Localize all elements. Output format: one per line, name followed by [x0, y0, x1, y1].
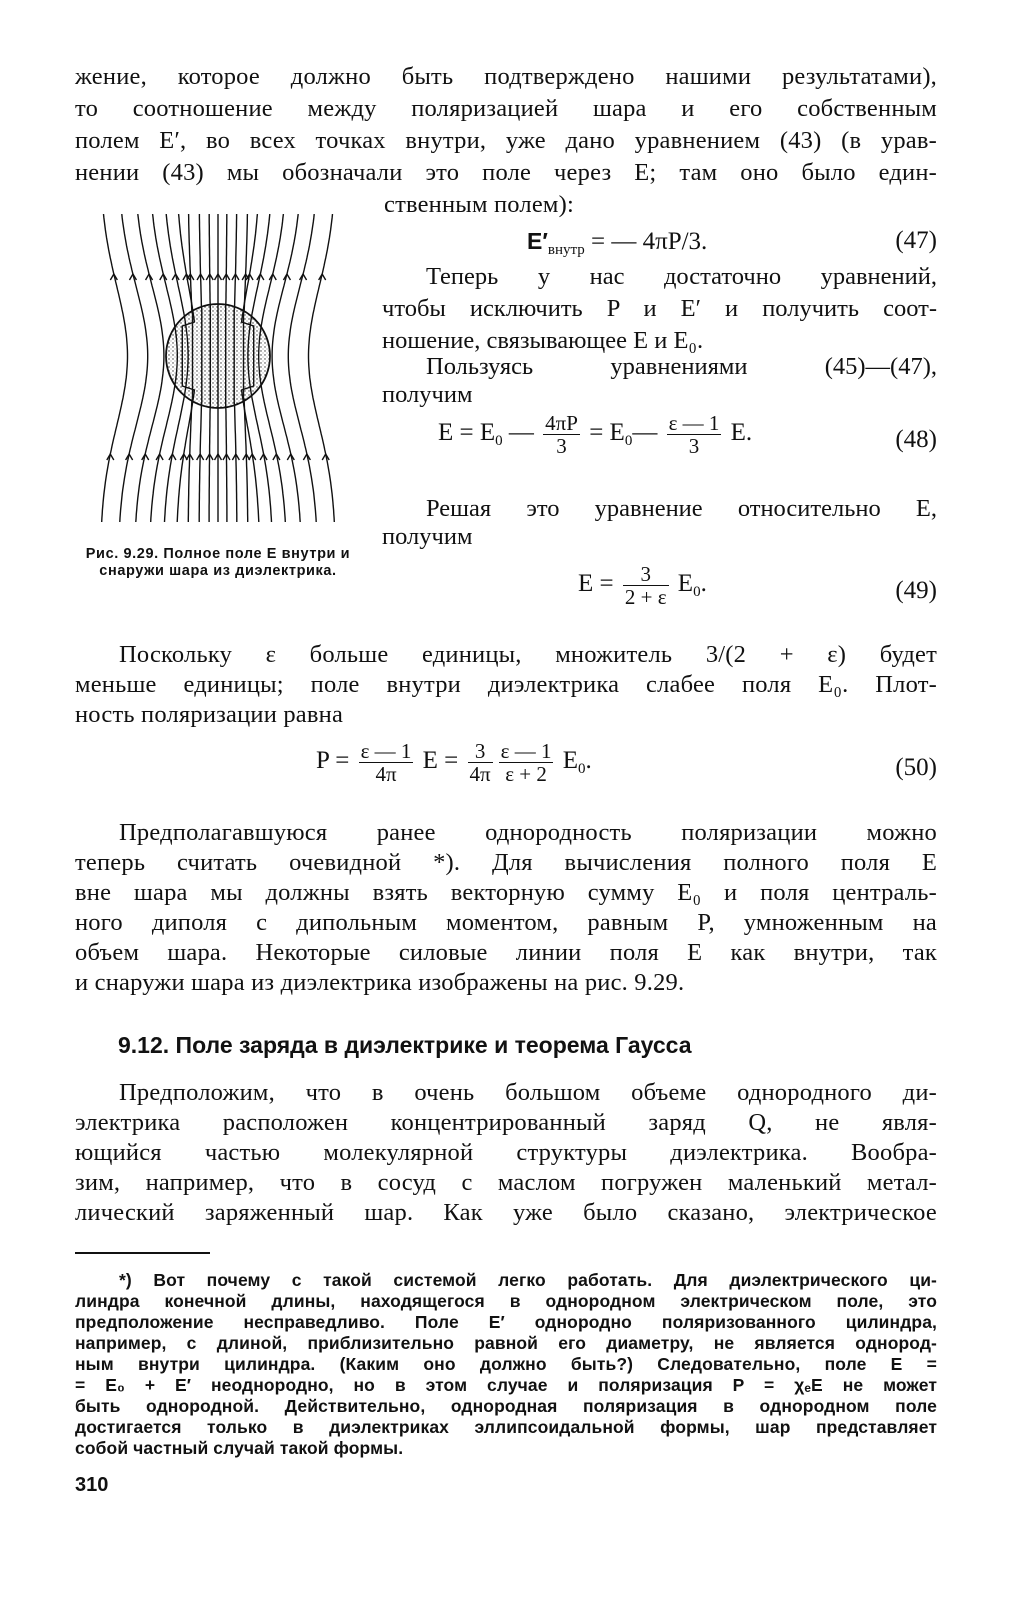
equation-number: (50) [895, 754, 937, 781]
eq48-sub: 0 [624, 433, 633, 450]
equation-number: (47) [895, 227, 937, 254]
footnote-line: = E₀ + E′ неоднородно, но в этом случае и поляризация P = χₑE не может [75, 1375, 937, 1395]
text-line: зим, например, что в сосуд с маслом погружен маленький метал- [75, 1169, 937, 1196]
text-line: меньше единицы; поле внутри диэлектрика слабее поля E₀. Плот- [75, 671, 937, 698]
text-line: ственным полем): [384, 191, 575, 218]
text-line: Предполагавшуюся ранее однородность поляризации можно [119, 819, 937, 846]
eq50-part: . [585, 747, 592, 775]
field-lines-figure [88, 214, 368, 524]
numerator: ε — 1 [500, 739, 552, 763]
eq48-part: = E [582, 419, 625, 447]
equation-number: (49) [895, 577, 937, 604]
equation-50 [316, 740, 592, 785]
footnote-line: ным внутри цилиндра. (Каким оно должно быть?) Следовательно, поле E = [75, 1354, 937, 1374]
footnote-line: линдра конечной длины, находящегося в однородном электрическом поле, это [75, 1291, 937, 1311]
denominator: 2 + ε [624, 585, 667, 609]
text-line: жение, которое должно быть подтверждено нашими результатами), [75, 63, 937, 90]
eq49-part: . [700, 570, 707, 598]
numerator: ε — 1 [360, 739, 412, 763]
eq50-part: E = [416, 747, 465, 775]
text-line: электрика расположен концентрированный заряд Q, не явля- [75, 1109, 937, 1136]
text-line: объем шара. Некоторые силовые линии поля E как внутри, так [75, 939, 937, 966]
eq50-part: E [556, 747, 578, 775]
equation-47 [527, 226, 707, 265]
text-line: лический заряженный шар. Как уже было сказано, электрическое [75, 1199, 937, 1226]
numerator: 3 [623, 563, 669, 586]
section-heading: 9.12. Поле заряда в диэлектрике и теорема Гаусса [118, 1032, 692, 1058]
fraction [623, 563, 669, 608]
numerator: 4πP [545, 411, 578, 435]
footnote-line: *) Вот почему с такой системой легко работать. Для диэлектрического ци- [119, 1270, 937, 1290]
eq48-part: E. [724, 419, 753, 447]
eq47-rhs: = — 4πP/3. [590, 228, 708, 255]
text-line: получим [382, 523, 473, 550]
arrow-head [283, 274, 290, 280]
eq48-sub: 0 [495, 433, 503, 450]
eq50-part: P = [316, 747, 356, 775]
eq49-part: E [671, 570, 694, 598]
text-line: и снаружи шара из диэлектрика изображены на рис. 9.29. [75, 969, 685, 996]
numerator: ε — 1 [668, 411, 720, 435]
text-line: Предположим, что в очень большом объеме однородного ди- [119, 1079, 937, 1106]
eq48-part: — [502, 419, 541, 447]
figure-caption: Рис. 9.29. Полное поле E внутри и снаружи шара из диэлектрика. [85, 546, 351, 579]
text-line: ющийся частью молекулярной структуры диэлектрика. Вообра- [75, 1139, 937, 1166]
text-line: ность поляризации равна [75, 701, 344, 728]
footnote-line: собой частный случай такой формы. [75, 1438, 404, 1458]
text-line: вне шара мы должны взять векторную сумму E₀ и поля централь- [75, 879, 937, 906]
equation-49 [578, 563, 707, 608]
text-line: получим [382, 381, 473, 408]
equation-number: (48) [895, 426, 937, 453]
footnote-line: предположение несправедливо. Поле E′ однородно поляризованного цилиндра, [75, 1312, 937, 1332]
text-line: нении (43) мы обозначали это поле через E; там оно было един- [75, 159, 937, 186]
denominator: 4π [375, 762, 397, 786]
text-line: Пользуясь уравнениями (45)—(47), [426, 353, 937, 380]
footnote-line: быть однородной. Действительно, однородная поляризация в однородном поле [75, 1396, 937, 1416]
eq50-sub: 0 [578, 761, 586, 778]
arrow-head [146, 274, 153, 280]
eq47-lhs: E′ [527, 228, 548, 254]
eq48-part: E = E [438, 419, 496, 447]
footnote-rule [75, 1252, 210, 1254]
text-line: теперь считать очевидной *). Для вычисления полного поля E [75, 849, 937, 876]
denominator: ε + 2 [505, 762, 547, 786]
fraction [543, 412, 580, 457]
eq47-sub: внутр [547, 242, 585, 258]
text-line: ного диполя с дипольным моментом, равным P, умноженным на [75, 909, 937, 936]
footnote-line: например, с длиной, приблизительно равной его диаметру, не является однород- [75, 1333, 937, 1353]
eq48-part: — [632, 419, 664, 447]
text-line: Поскольку ε больше единицы, множитель 3/(2 + ε) будет [119, 641, 937, 668]
text-line: то соотношение между поляризацией шара и его собственным [75, 95, 937, 122]
page-number: 310 [75, 1474, 109, 1496]
equation-48 [438, 412, 752, 457]
text-line: полем E′, во всех точках внутри, уже дано уравнением (43) (в урав- [75, 127, 937, 154]
numerator: 3 [468, 740, 493, 763]
text-line: чтобы исключить P и E′ и получить соот- [382, 295, 937, 322]
text-line: Решая это уравнение относительно E, [426, 495, 937, 522]
denominator: 4π [469, 762, 491, 786]
fraction [468, 740, 493, 785]
fraction [359, 740, 414, 785]
denominator: 3 [556, 434, 567, 458]
fraction [667, 412, 722, 457]
text-line: Теперь у нас достаточно уравнений, [426, 263, 937, 290]
eq49-part: E = [578, 570, 620, 598]
text-line: ношение, связывающее E и E₀. [382, 327, 704, 354]
eq49-sub: 0 [693, 584, 701, 601]
fraction [499, 740, 554, 785]
denominator: 3 [688, 434, 700, 458]
field-line [309, 214, 335, 522]
field-line [120, 214, 148, 522]
footnote-line: достигается только в диэлектриках эллипсоидальной формы, шар представляет [75, 1417, 937, 1437]
field-line [102, 214, 128, 522]
field-line [288, 214, 316, 522]
